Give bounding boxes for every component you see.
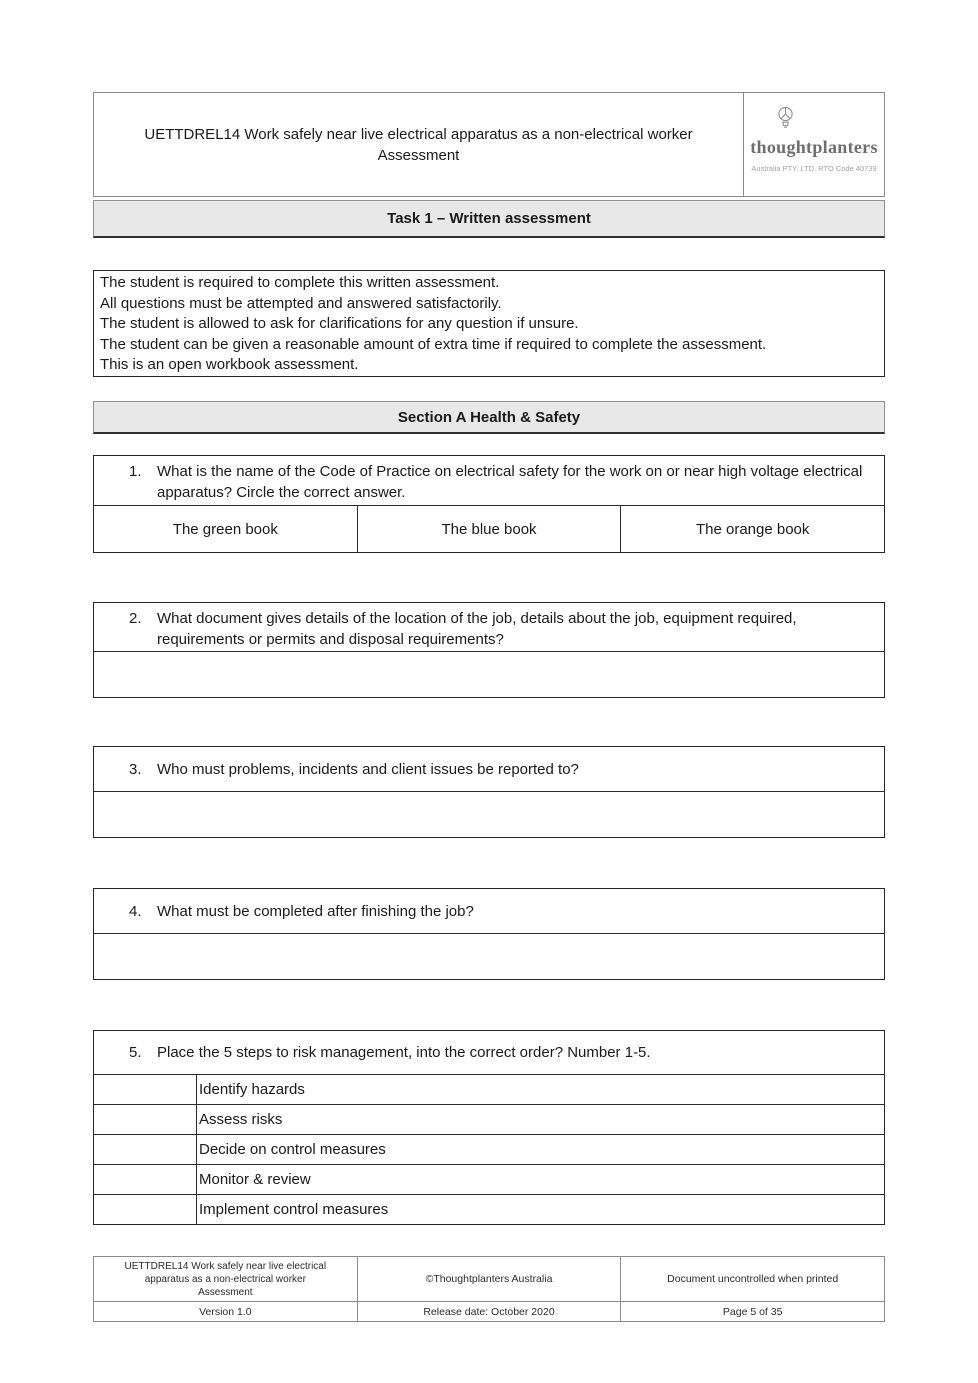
document-title	[94, 93, 744, 196]
q5-step-row	[94, 1134, 884, 1164]
question-2	[94, 603, 884, 651]
option-orange-book[interactable]: The orange book	[695, 520, 810, 538]
q5-step-row	[94, 1164, 884, 1194]
question-1	[94, 456, 884, 505]
question-4-answer-box[interactable]	[94, 933, 884, 979]
q5-step-row	[94, 1194, 884, 1224]
question-1-text: What is the name of the Code of Practice on electrical safety for the work on or near high voltage electrical apparatus? Circle the correct answer.	[157, 463, 863, 501]
question-2-text: What document gives details of the location of the job, details about the job, equipment required, requirements or permits and disposal requirements?	[157, 610, 797, 648]
q5-step-row	[94, 1104, 884, 1134]
question-4	[94, 889, 884, 933]
footer-doc-title-line2: Assessment	[198, 1286, 253, 1298]
q5-order-input-5[interactable]	[94, 1195, 197, 1224]
footer-uncontrolled-note: Document uncontrolled when printed	[667, 1273, 839, 1285]
question-1-options	[94, 505, 884, 552]
question-3	[94, 747, 884, 791]
q5-step-label-2: Assess risks	[199, 1111, 283, 1128]
footer-row-1	[94, 1257, 884, 1301]
instruction-line-5: This is an open workbook assessment.	[100, 356, 359, 374]
question-4-text: What must be completed after finishing the job?	[157, 902, 474, 920]
logo-text: thoughtplanters	[750, 137, 878, 157]
section-heading: Section A Health & Safety	[93, 401, 885, 434]
question-2-answer-box[interactable]	[94, 651, 884, 697]
task-heading: Task 1 – Written assessment	[93, 200, 885, 238]
logo-tagline: Australia PTY. LTD. RTO Code 40739	[751, 164, 877, 173]
q5-step-label-1: Identify hazards	[199, 1081, 305, 1098]
lightbulb-icon	[777, 106, 794, 131]
question-5	[94, 1031, 884, 1074]
instruction-line-4: The student can be given a reasonable amount of extra time if required to complete the assessment.	[100, 335, 767, 353]
option-green-book[interactable]: The green book	[172, 520, 278, 538]
instruction-line-2: All questions must be attempted and answered satisfactorily.	[100, 294, 502, 312]
question-2-number: 2.	[129, 610, 142, 627]
instruction-line-1: The student is required to complete this written assessment.	[100, 274, 500, 291]
footer-release-date: Release date: October 2020	[357, 1302, 622, 1321]
question-1-number: 1.	[129, 463, 142, 480]
question-4-number: 4.	[129, 902, 142, 920]
q5-step-label-4: Monitor & review	[199, 1171, 311, 1188]
q5-order-input-3[interactable]	[94, 1135, 197, 1164]
footer-doc-title-line1: UETTDREL14 Work safely near live electrical apparatus as a non-electrical worker	[124, 1260, 327, 1285]
q5-order-input-2[interactable]	[94, 1105, 197, 1134]
question-3-box	[93, 746, 885, 838]
q5-order-input-1[interactable]	[94, 1075, 197, 1104]
question-3-text: Who must problems, incidents and client issues be reported to?	[157, 760, 579, 778]
document-title-line2: Assessment	[377, 146, 460, 164]
question-5-text: Place the 5 steps to risk management, into the correct order? Number 1-5.	[157, 1044, 651, 1061]
instruction-line-3: The student is allowed to ask for clarifications for any question if unsure.	[100, 315, 579, 333]
footer-doc-title	[94, 1257, 357, 1301]
q5-step-label-3: Decide on control measures	[199, 1141, 386, 1158]
logo	[744, 93, 884, 196]
q5-step-row	[94, 1074, 884, 1104]
document-title-line1: UETTDREL14 Work safely near live electrical apparatus as a non-electrical worker	[144, 125, 693, 143]
question-5-number: 5.	[129, 1044, 142, 1061]
q5-order-input-4[interactable]	[94, 1165, 197, 1194]
question-1-box	[93, 455, 885, 553]
option-blue-book[interactable]: The blue book	[357, 506, 622, 552]
question-5-box	[93, 1030, 885, 1225]
question-4-box	[93, 888, 885, 980]
question-3-number: 3.	[129, 760, 142, 778]
question-3-answer-box[interactable]	[94, 791, 884, 837]
instructions-box	[93, 270, 885, 377]
footer-version: Version 1.0	[199, 1305, 252, 1318]
footer-copyright: ©Thoughtplanters Australia	[357, 1257, 622, 1301]
footer-row-2	[94, 1301, 884, 1321]
page-footer	[93, 1256, 885, 1322]
question-2-box	[93, 602, 885, 698]
document-header	[93, 92, 885, 197]
q5-step-label-5: Implement control measures	[199, 1201, 389, 1218]
footer-page-number: Page 5 of 35	[722, 1305, 783, 1318]
